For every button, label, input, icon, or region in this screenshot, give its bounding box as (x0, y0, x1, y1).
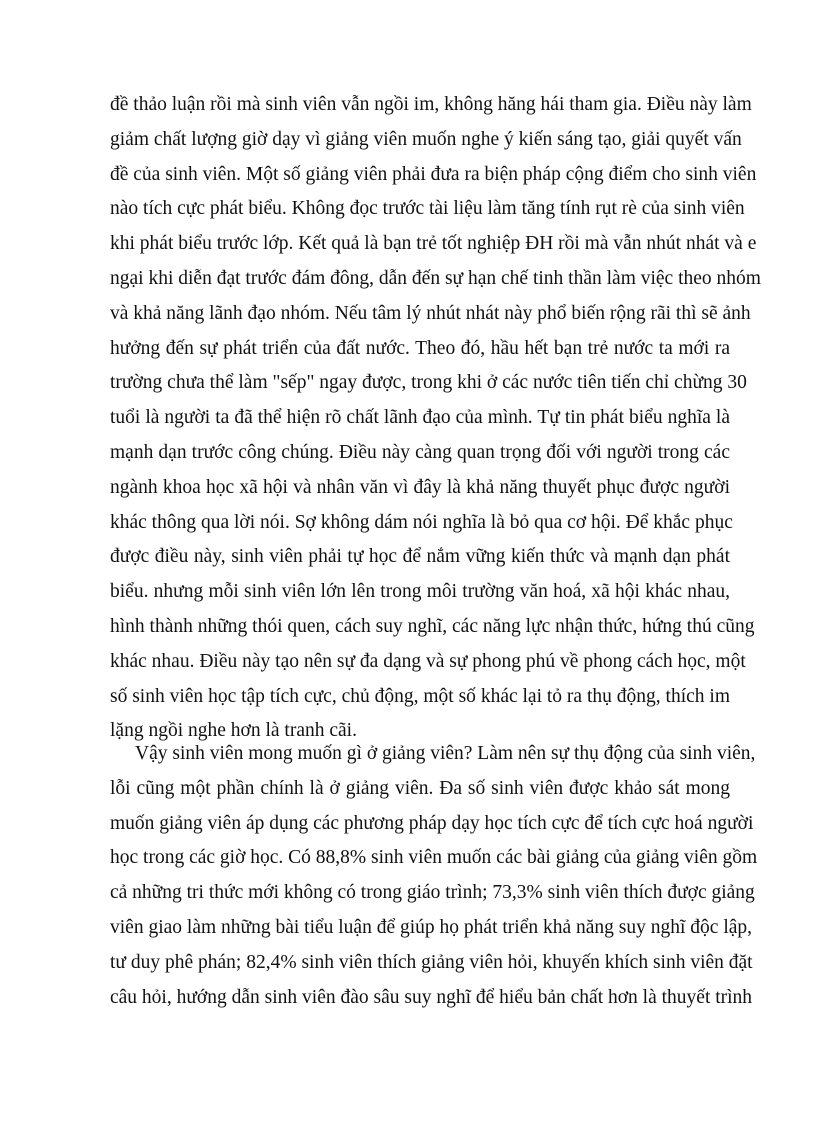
text-line: học trong các giờ học. Có 88,8% sinh viên muốn các bài giảng của giảng viên gồm (110, 847, 758, 869)
text-line: hưởng đến sự phát triển của đất nước. Theo đó, hầu hết bạn trẻ nước ta mới ra (110, 337, 730, 359)
text-line: nào tích cực phát biểu. Không đọc trước tài liệu làm tăng tính rụt rè của sinh viên (110, 198, 745, 220)
text-line: khác thông qua lời nói. Sợ không dám nói nghĩa là bỏ qua cơ hội. Để khắc phục (110, 511, 733, 533)
text-line: khi phát biểu trước lớp. Kết quả là bạn trẻ tốt nghiệp ĐH rồi mà vẫn nhút nhát và e (110, 233, 757, 255)
text-line: trường chưa thể làm "sếp" ngay được, trong khi ở các nước tiên tiến chỉ chừng 30 (110, 372, 747, 394)
text-line: tuổi là người ta đã thể hiện rõ chất lãnh đạo của mình. Tự tin phát biểu nghĩa là (110, 407, 730, 429)
text-line: lặng ngồi nghe hơn là tranh cãi. (110, 720, 357, 742)
text-line: biểu. nhưng mỗi sinh viên lớn lên trong môi trường văn hoá, xã hội khác nhau, (110, 581, 730, 603)
text-line: Vậy sinh viên mong muốn gì ở giảng viên? Làm nên sự thụ động của sinh viên, (135, 743, 756, 764)
text-line: ngành khoa học xã hội và nhân văn vì đây là khả năng thuyết phục được người (110, 476, 730, 498)
text-line: viên giao làm những bài tiểu luận để giúp họ phát triển khả năng suy nghĩ độc lập, (110, 916, 753, 938)
text-line: giảm chất lượng giờ dạy vì giảng viên muốn nghe ý kiến sáng tạo, giải quyết vấn (110, 128, 742, 150)
text-line: đề thảo luận rồi mà sinh viên vẫn ngồi im, không hăng hái tham gia. Điều này làm (110, 94, 752, 115)
text-line: tư duy phê phán; 82,4% sinh viên thích giảng viên hỏi, khuyến khích sinh viên đặt (110, 951, 753, 973)
text-line: số sinh viên học tập tích cực, chủ động, một số khác lại tỏ ra thụ động, thích im (110, 685, 730, 707)
text-line: và khả năng lãnh đạo nhóm. Nếu tâm lý nhút nhát này phổ biến rộng rãi thì sẽ ảnh (110, 302, 751, 324)
text-line: câu hỏi, hướng dẫn sinh viên đào sâu suy nghĩ để hiểu bản chất hơn là thuyết trình (110, 986, 753, 1008)
text-line: ngại khi diễn đạt trước đám đông, dẫn đến sự hạn chế tinh thần làm việc theo nhóm (110, 267, 761, 289)
paragraph-2 (110, 737, 758, 1015)
text-line: mạnh dạn trước công chúng. Điều này càng quan trọng đối với người trong các (110, 441, 730, 463)
text-line: được điều này, sinh viên phải tự học để nắm vững kiến thức và mạnh dạn phát (110, 546, 730, 568)
text-line: khác nhau. Điều này tạo nên sự đa dạng và sự phong phú về phong cách học, một (110, 650, 746, 672)
text-line: hình thành những thói quen, cách suy nghĩ, các năng lực nhận thức, hứng thú cũng (110, 615, 755, 637)
text-line: cả những tri thức mới không có trong giáo trình; 73,3% sinh viên thích được giảng (110, 882, 755, 904)
text-line: đề của sinh viên. Một số giảng viên phải đưa ra biện pháp cộng điểm cho sinh viên (110, 163, 757, 185)
paragraph-1 (110, 88, 761, 749)
text-line: muốn giảng viên áp dụng các phương pháp dạy học tích cực để tích cực hoá người (110, 812, 754, 834)
text-line: lỗi cũng một phần chính là ở giảng viên. Đa số sinh viên được khảo sát mong (110, 777, 730, 799)
